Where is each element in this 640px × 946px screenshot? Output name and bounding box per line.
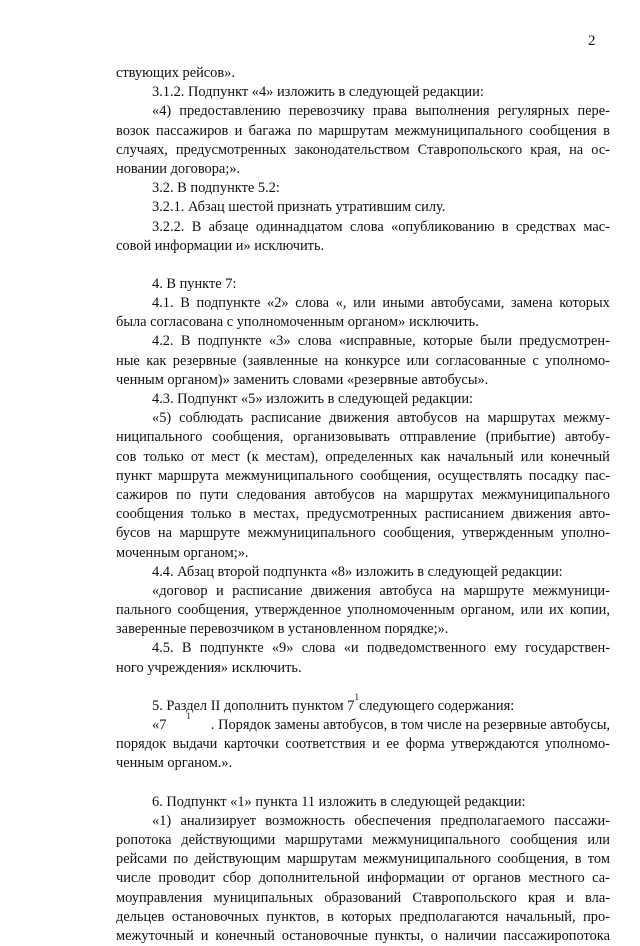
text-line: 4.3. Подпункт «5» изложить в следующей редакции: xyxy=(152,391,474,407)
word: перевозчику xyxy=(288,103,365,120)
paragraph-gap xyxy=(116,256,610,275)
word: порядок xyxy=(116,736,167,753)
word: одиннадцатом xyxy=(255,218,343,235)
word: уполно- xyxy=(561,525,610,542)
line-text-part-b: . Порядок замены автобусов, в том числе на резервные автобусы, xyxy=(210,717,610,733)
word: края, xyxy=(530,141,562,158)
word: сов xyxy=(116,448,137,465)
word: и xyxy=(216,582,224,599)
text-line xyxy=(116,448,610,467)
word: слова xyxy=(301,640,336,657)
word: мас- xyxy=(583,218,610,235)
text-line xyxy=(116,639,610,658)
text-line xyxy=(116,869,610,888)
word: «, xyxy=(335,295,347,312)
word: следования xyxy=(236,486,306,503)
word: случаях, xyxy=(116,141,168,158)
text-line xyxy=(116,735,610,754)
word: маршрутам xyxy=(318,122,389,139)
word: иными xyxy=(382,295,425,312)
word: дельцев xyxy=(116,908,165,925)
word: межмуниципального xyxy=(225,467,354,484)
word: соблюдать xyxy=(179,410,244,427)
word: как xyxy=(146,352,167,369)
word: предусмотренных xyxy=(306,506,418,523)
word: резервные xyxy=(172,352,237,369)
word: пас- xyxy=(584,467,610,484)
word: «и xyxy=(343,640,359,657)
word: органов xyxy=(472,870,521,887)
line-text-part-a: «7 xyxy=(152,717,167,733)
word: уполномоченным xyxy=(347,602,455,619)
word: в xyxy=(326,908,334,925)
word: багажа xyxy=(248,122,291,139)
word: муниципальных xyxy=(213,889,314,906)
word: предполагаются xyxy=(399,908,499,925)
word: сообщения, xyxy=(212,429,284,446)
word: сообщения, xyxy=(497,851,569,868)
word: в xyxy=(239,506,246,523)
word: движения xyxy=(310,582,371,599)
word: «опубликованию xyxy=(391,218,495,235)
word: В xyxy=(191,218,202,235)
text-line xyxy=(116,927,610,946)
word: «3» xyxy=(268,333,291,350)
word: выполнения xyxy=(415,103,490,120)
word: 3.2.2. xyxy=(152,218,185,235)
word: предоставлению xyxy=(179,103,281,120)
word: подведомственного xyxy=(366,640,487,657)
word: действующими xyxy=(181,831,276,848)
text-line xyxy=(116,524,610,543)
superscript: 1 xyxy=(354,691,359,702)
word: маршрутах xyxy=(487,410,556,427)
word: са- xyxy=(592,870,610,887)
word: остановочные xyxy=(281,927,368,944)
word: 4.5. xyxy=(152,640,174,657)
word: «2» xyxy=(267,295,289,312)
word: местам), xyxy=(265,448,319,465)
word: маршрутах xyxy=(405,486,474,503)
word: расписание xyxy=(232,582,303,599)
word: предполагаемого xyxy=(440,812,545,829)
text-line xyxy=(116,812,610,831)
word: в xyxy=(603,122,610,139)
word: ос- xyxy=(591,141,610,158)
word: авто- xyxy=(579,506,610,523)
text-line: ного учреждения» исключить. xyxy=(116,659,302,676)
text-line xyxy=(116,908,610,927)
word: автобусов xyxy=(314,486,375,503)
word: моуправления xyxy=(116,889,203,906)
word: осуществлять xyxy=(437,467,523,484)
word: конечный xyxy=(550,448,610,465)
word: ниципального xyxy=(116,429,203,446)
word: слова xyxy=(349,218,384,235)
text-line: новании договора;». xyxy=(116,160,241,177)
word: маршрутами xyxy=(284,831,363,848)
word: числе xyxy=(116,870,151,887)
word: уполномо- xyxy=(545,352,610,369)
word: начальный xyxy=(447,448,514,465)
word: автобусов xyxy=(397,410,458,427)
word: утвержденное xyxy=(254,602,342,619)
word: которых xyxy=(341,908,392,925)
word: подпункте xyxy=(196,295,261,312)
word: межмуниципального xyxy=(247,525,376,542)
word: на xyxy=(324,352,339,369)
word: подпункте xyxy=(197,333,262,350)
word: маршруте xyxy=(463,582,525,599)
text-line: совой информации и» исключить. xyxy=(116,237,325,254)
word: с xyxy=(532,352,539,369)
word: сообщения, xyxy=(177,602,249,619)
word: от xyxy=(451,870,466,887)
word: государствен- xyxy=(525,640,610,657)
word: «исправные, xyxy=(338,333,416,350)
word: утвержденным xyxy=(462,525,554,542)
word: сообщения xyxy=(116,506,184,523)
word: как xyxy=(420,448,441,465)
word: их xyxy=(548,602,564,619)
word: В xyxy=(181,640,192,657)
document-body xyxy=(116,64,610,946)
text-line: была согласована с уполномоченным органом» исключить. xyxy=(116,314,479,331)
word: (прибытие) xyxy=(485,429,556,446)
word: сажиров xyxy=(116,486,168,503)
word: дополнительной xyxy=(258,870,360,887)
text-line xyxy=(116,486,610,505)
word: или xyxy=(520,448,544,465)
line-text-part-b: следующего содержания: xyxy=(358,697,515,714)
word: движения xyxy=(329,410,390,427)
word: были xyxy=(480,333,512,350)
word: автобу- xyxy=(565,429,610,446)
word: о xyxy=(430,927,438,944)
word: начальный, xyxy=(505,908,576,925)
word: отправление xyxy=(399,429,477,446)
word: возможность xyxy=(265,812,346,829)
word: местного xyxy=(528,870,585,887)
word: конкурсе xyxy=(344,352,401,369)
text-line: 4.4. Абзац второй подпункта «8» изложить в следующей редакции: xyxy=(152,563,563,580)
word: Ставропольского xyxy=(417,141,523,158)
word: том xyxy=(587,851,610,868)
word: пути xyxy=(199,486,229,503)
word: сообщения, xyxy=(359,467,432,484)
text-line: 4. В пункте 7: xyxy=(152,275,237,292)
word: на xyxy=(569,141,584,158)
word: по xyxy=(176,486,192,503)
word: движения xyxy=(511,506,572,523)
superscript: 1 xyxy=(186,711,191,721)
word: согласованные xyxy=(435,352,526,369)
text-line xyxy=(116,601,610,620)
word: мест xyxy=(211,448,240,465)
word: и xyxy=(200,927,209,944)
text-line: ченным органом)» заменить словами «резервные автобусы». xyxy=(116,371,489,388)
word: края xyxy=(527,889,556,906)
text-line: ствующих рейсов». xyxy=(116,65,235,81)
word: наличии xyxy=(444,927,497,944)
text-line: 3.1.2. Подпункт «4» изложить в следующей редакции: xyxy=(152,84,484,101)
word: проводит xyxy=(158,870,216,887)
word: пере- xyxy=(577,103,610,120)
word: замена xyxy=(510,295,553,312)
text-line xyxy=(116,505,610,524)
word: и xyxy=(234,122,243,139)
text-line: ченным органом.». xyxy=(116,755,233,772)
word: сбор xyxy=(222,870,252,887)
word: или xyxy=(353,295,376,312)
word: местах, xyxy=(253,506,300,523)
word: законодательством xyxy=(294,141,410,158)
word: по xyxy=(173,851,189,868)
word: только xyxy=(191,506,232,523)
word: пассажиров xyxy=(156,122,229,139)
word: расписанием xyxy=(424,506,504,523)
word: «1) xyxy=(152,812,172,829)
word: на xyxy=(383,486,398,503)
word: слова xyxy=(297,333,332,350)
text-line xyxy=(116,352,610,371)
word: 4.2. xyxy=(152,333,174,350)
word: рейсами xyxy=(116,851,168,868)
word: карточки xyxy=(223,736,279,753)
word: в xyxy=(574,851,582,868)
text-line: 6. Подпункт «1» пункта 11 изложить в следующей редакции: xyxy=(152,793,526,810)
word: которых xyxy=(559,295,610,312)
word: или xyxy=(406,352,430,369)
word: ропотока xyxy=(116,831,172,848)
word: копии, xyxy=(569,602,610,619)
paragraph-gap xyxy=(116,774,610,793)
word: 4.1. xyxy=(152,295,174,312)
word: на xyxy=(157,525,172,542)
word: действующим xyxy=(194,851,281,868)
word: пассажи- xyxy=(554,812,610,829)
word: на xyxy=(440,582,455,599)
word: конечный xyxy=(215,927,275,944)
text-line xyxy=(116,102,610,121)
text-line: моченным органом;». xyxy=(116,544,249,561)
word: автобуса xyxy=(379,582,433,599)
word: «договор xyxy=(152,582,208,599)
text-line xyxy=(116,409,610,428)
word: регулярных xyxy=(497,103,570,120)
word: пального xyxy=(116,602,172,619)
word: обеспечения xyxy=(354,812,432,829)
word: остановочных xyxy=(171,908,259,925)
word: ее xyxy=(386,736,400,753)
text-line xyxy=(116,467,610,486)
word: бусов xyxy=(116,525,151,542)
text-line xyxy=(116,850,610,869)
word: средствах xyxy=(516,218,577,235)
word: анализирует xyxy=(180,812,257,829)
word: которые xyxy=(422,333,473,350)
word: и xyxy=(566,889,574,906)
page-number: 2 xyxy=(588,33,596,49)
word: пассажиропотока xyxy=(503,927,610,944)
word: по xyxy=(297,122,313,139)
word: утверждаются xyxy=(451,736,539,753)
line-text-part-a: 5. Раздел II дополнить пунктом 7 xyxy=(152,697,355,714)
word: (к xyxy=(246,448,259,465)
word: образований xyxy=(324,889,402,906)
word: Ставропольского xyxy=(412,889,517,906)
text-line xyxy=(116,428,610,447)
word: предусмотренных xyxy=(175,141,287,158)
text-line: 3.2. В подпункте 5.2: xyxy=(152,180,280,197)
text-line: 3.2.1. Абзац шестой признать утратившим силу. xyxy=(152,199,446,216)
word: «9» xyxy=(271,640,294,657)
word: межмуниципального xyxy=(362,851,492,868)
word: подпункте xyxy=(199,640,264,657)
word: пункты, xyxy=(374,927,424,944)
word: межмуници- xyxy=(532,582,610,599)
word: маршруте xyxy=(179,525,241,542)
word: «4) xyxy=(152,103,172,120)
word: маршрутам xyxy=(286,851,357,868)
word: (заявленные xyxy=(242,352,318,369)
word: абзаце xyxy=(208,218,249,235)
word: уполномо- xyxy=(545,736,610,753)
word: ные xyxy=(116,352,140,369)
text-line xyxy=(116,141,610,160)
word: межмуниципального xyxy=(372,831,501,848)
word: слова xyxy=(295,295,330,312)
word: соответствия xyxy=(285,736,366,753)
word: межмуниципального xyxy=(394,122,523,139)
word: на xyxy=(465,410,480,427)
word: межмуниципального xyxy=(481,486,610,503)
word: про- xyxy=(583,908,610,925)
text-line xyxy=(116,294,610,313)
paragraph-gap xyxy=(116,678,610,697)
text-line xyxy=(116,122,610,141)
text-line-with-superscript xyxy=(116,711,610,735)
word: форма xyxy=(405,736,445,753)
text-line xyxy=(116,332,610,351)
word: посадку xyxy=(528,467,579,484)
word: маршрута xyxy=(158,467,219,484)
word: В xyxy=(180,333,191,350)
text-line xyxy=(116,582,610,601)
word: В xyxy=(180,295,190,312)
word: вла- xyxy=(585,889,610,906)
word: автобусами, xyxy=(430,295,505,312)
word: информации xyxy=(366,870,445,887)
word: сообщения xyxy=(510,831,578,848)
word: в xyxy=(501,218,509,235)
word: права xyxy=(372,103,408,120)
word: расписание xyxy=(251,410,322,427)
word: ему xyxy=(494,640,517,657)
word: выдачи xyxy=(172,736,218,753)
text-line: заверенные перевозчиком в установленном порядке;». xyxy=(116,621,449,638)
word: или xyxy=(520,602,544,619)
text-line xyxy=(116,831,610,850)
word: определенных xyxy=(325,448,414,465)
word: органом, xyxy=(460,602,515,619)
text-line xyxy=(116,218,610,237)
word: организовывать xyxy=(293,429,390,446)
word: возок xyxy=(116,122,150,139)
word: от xyxy=(190,448,205,465)
word: «5) xyxy=(152,410,172,427)
word: и xyxy=(372,736,380,753)
word: межму- xyxy=(563,410,610,427)
word: только xyxy=(143,448,184,465)
word: пункт xyxy=(116,467,152,484)
word: пунктов, xyxy=(266,908,320,925)
word: межуточный xyxy=(116,927,194,944)
word: предусмотрен- xyxy=(519,333,610,350)
word: сообщения xyxy=(529,122,597,139)
word: или xyxy=(587,831,610,848)
word: сообщения, xyxy=(383,525,455,542)
